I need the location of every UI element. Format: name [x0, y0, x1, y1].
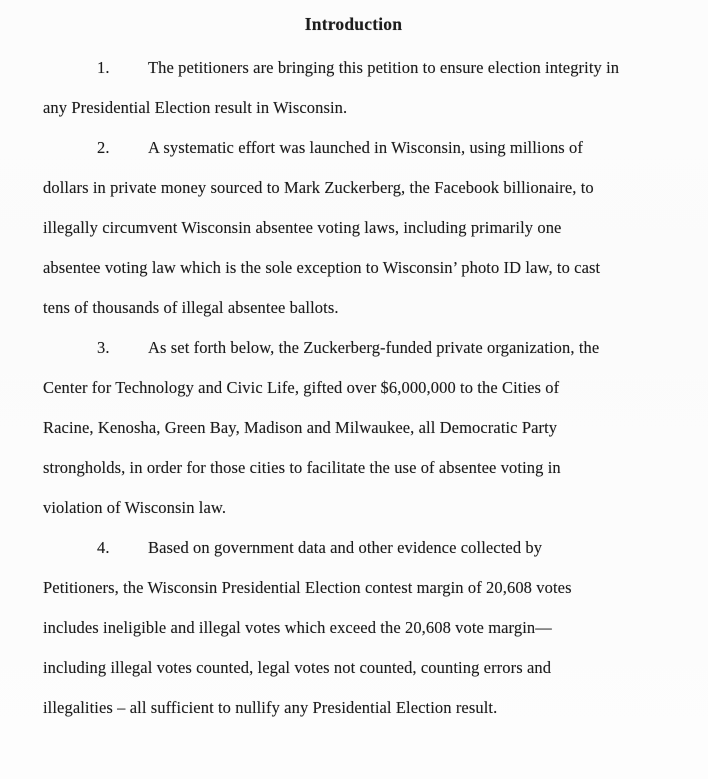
paragraph-text: As set forth below, the Zuckerberg-funded private organization, the	[148, 338, 600, 357]
paragraph-line	[43, 328, 664, 368]
paragraph-line: Petitioners, the Wisconsin Presidential Election contest margin of 20,608 votes	[43, 578, 572, 597]
paragraph-line	[43, 128, 664, 168]
paragraph-line: any Presidential Election result in Wisconsin.	[43, 98, 348, 117]
paragraph-line: illegally circumvent Wisconsin absentee voting laws, including primarily one	[43, 218, 562, 237]
paragraph-number: 2.	[97, 138, 110, 157]
paragraph-number: 3.	[97, 338, 110, 357]
paragraph-text: A systematic effort was launched in Wisconsin, using millions of	[148, 138, 583, 157]
paragraph-2	[43, 128, 664, 328]
paragraph-text: Based on government data and other evidence collected by	[148, 538, 543, 557]
paragraph-text: The petitioners are bringing this petition to ensure election integrity in	[148, 58, 620, 77]
paragraph-line: absentee voting law which is the sole exception to Wisconsin’ photo ID law, to cast	[43, 258, 601, 277]
paragraph-line: violation of Wisconsin law.	[43, 498, 227, 517]
paragraph-line	[43, 48, 664, 88]
paragraph-number: 1.	[97, 58, 110, 77]
paragraph-line: includes ineligible and illegal votes which exceed the 20,608 vote margin—	[43, 618, 552, 637]
document-body	[43, 48, 664, 728]
paragraph-line: dollars in private money sourced to Mark Zuckerberg, the Facebook billionaire, to	[43, 178, 594, 197]
paragraph-number: 4.	[97, 538, 110, 557]
paragraph-1	[43, 48, 664, 128]
paragraph-line: tens of thousands of illegal absentee ballots.	[43, 298, 339, 317]
paragraph-3	[43, 328, 664, 528]
document-heading: Introduction	[304, 14, 403, 34]
paragraph-line: including illegal votes counted, legal votes not counted, counting errors and	[43, 658, 552, 677]
paragraph-line: illegalities – all sufficient to nullify any Presidential Election result.	[43, 698, 498, 717]
paragraph-line: strongholds, in order for those cities to facilitate the use of absentee voting in	[43, 458, 561, 477]
paragraph-line: Racine, Kenosha, Green Bay, Madison and Milwaukee, all Democratic Party	[43, 418, 558, 437]
paragraph-line: Center for Technology and Civic Life, gifted over $6,000,000 to the Cities of	[43, 378, 560, 397]
paragraph-4	[43, 528, 664, 728]
paragraph-line	[43, 528, 664, 568]
